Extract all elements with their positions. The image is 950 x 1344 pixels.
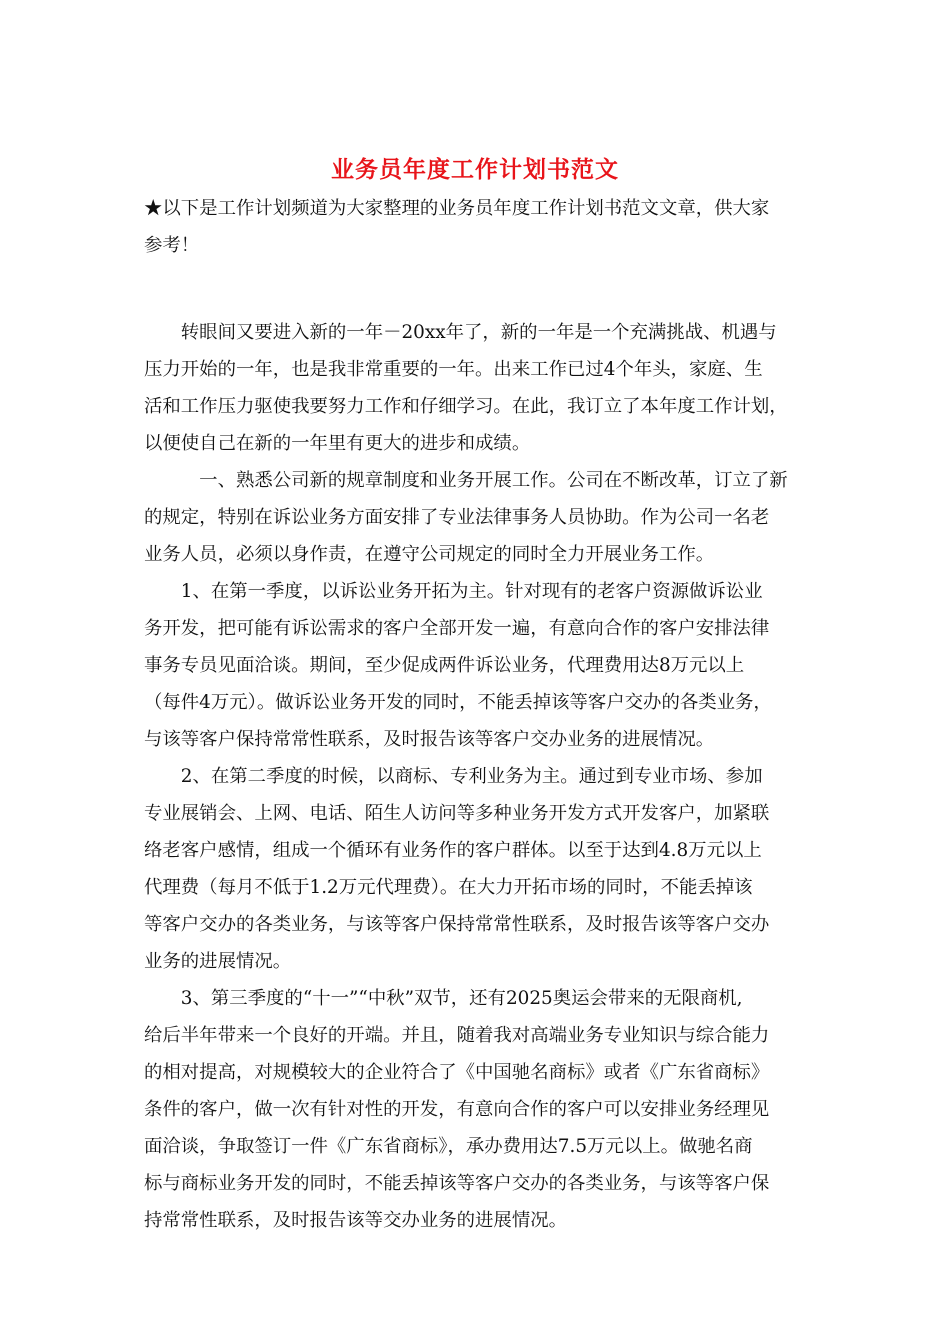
body-line: 务开发，把可能有诉讼需求的客户全部开发一遍，有意向合作的客户安排法律 <box>144 618 770 639</box>
body-line: 专业展销会、上网、电话、陌生人访问等多种业务开发方式开发客户，加紧联 <box>144 803 770 824</box>
paragraph-gap <box>144 264 810 314</box>
body-line: 给后半年带来一个良好的开端。并且，随着我对高端业务专业知识与综合能力 <box>144 1025 770 1046</box>
body-line: 压力开始的一年，也是我非常重要的一年。出来工作已过4个年头，家庭、生 <box>144 359 763 380</box>
body-line: 事务专员见面洽谈。期间，至少促成两件诉讼业务，代理费用达8万元以上 <box>144 655 745 676</box>
body-line: 的相对提高，对规模较大的企业符合了《中国驰名商标》或者《广东省商标》 <box>144 1062 770 1083</box>
body-line: 代理费（每月不低于1.2万元代理费）。在大力开拓市场的同时，不能丢掉该 <box>144 877 753 898</box>
body-line: 的规定，特别在诉讼业务方面安排了专业法律事务人员协助。作为公司一名老 <box>144 507 770 528</box>
body-line: 等客户交办的各类业务，与该等客户保持常常性联系，及时报告该等客户交办 <box>144 914 770 935</box>
body-line: 业务人员，必须以身作责，在遵守公司规定的同时全力开展业务工作。 <box>144 544 715 565</box>
body-line: 1、在第一季度，以诉讼业务开拓为主。针对现有的老客户资源做诉讼业 <box>144 581 763 602</box>
body-line: （每件4万元）。做诉讼业务开发的同时，不能丢掉该等客户交办的各类业务， <box>144 692 772 713</box>
body-line: 持常常性联系，及时报告该等交办业务的进展情况。 <box>144 1210 567 1231</box>
body-line: 以便使自己在新的一年里有更大的进步和成绩。 <box>144 433 531 454</box>
body-line: 面洽谈，争取签订一件《广东省商标》，承办费用达7.5万元以上。做驰名商 <box>144 1136 753 1157</box>
body-line: 2、在第二季度的时候，以商标、专利业务为主。通过到专业市场、参加 <box>144 766 763 787</box>
body-line: 络老客户感情，组成一个循环有业务作的客户群体。以至于达到4.8万元以上 <box>144 840 762 861</box>
body-line: 业务的进展情况。 <box>144 951 292 972</box>
body-line: 与该等客户保持常常性联系，及时报告该等客户交办业务的进展情况。 <box>144 729 715 750</box>
document-body <box>144 190 810 1239</box>
body-line: 3、第三季度的“十一”“中秋”双节，还有2025奥运会带来的无限商机, <box>144 988 743 1009</box>
body-line: 一、熟悉公司新的规章制度和业务开展工作。公司在不断改革，订立了新 <box>144 470 788 491</box>
body-line: 标与商标业务开发的同时，不能丢掉该等客户交办的各类业务，与该等客户保 <box>144 1173 770 1194</box>
body-line: 活和工作压力驱使我要努力工作和仔细学习。在此，我订立了本年度工作计划， <box>144 396 788 417</box>
body-line: 条件的客户，做一次有针对性的开发，有意向合作的客户可以安排业务经理见 <box>144 1099 770 1120</box>
body-line: 转眼间又要进入新的一年－20xx年了，新的一年是一个充满挑战、机遇与 <box>144 322 777 343</box>
intro-line: 参考！ <box>144 235 200 256</box>
document-title: 业务员年度工作计划书范文 <box>331 156 619 183</box>
intro-line: ★以下是工作计划频道为大家整理的业务员年度工作计划书范文文章，供大家 <box>144 198 770 219</box>
